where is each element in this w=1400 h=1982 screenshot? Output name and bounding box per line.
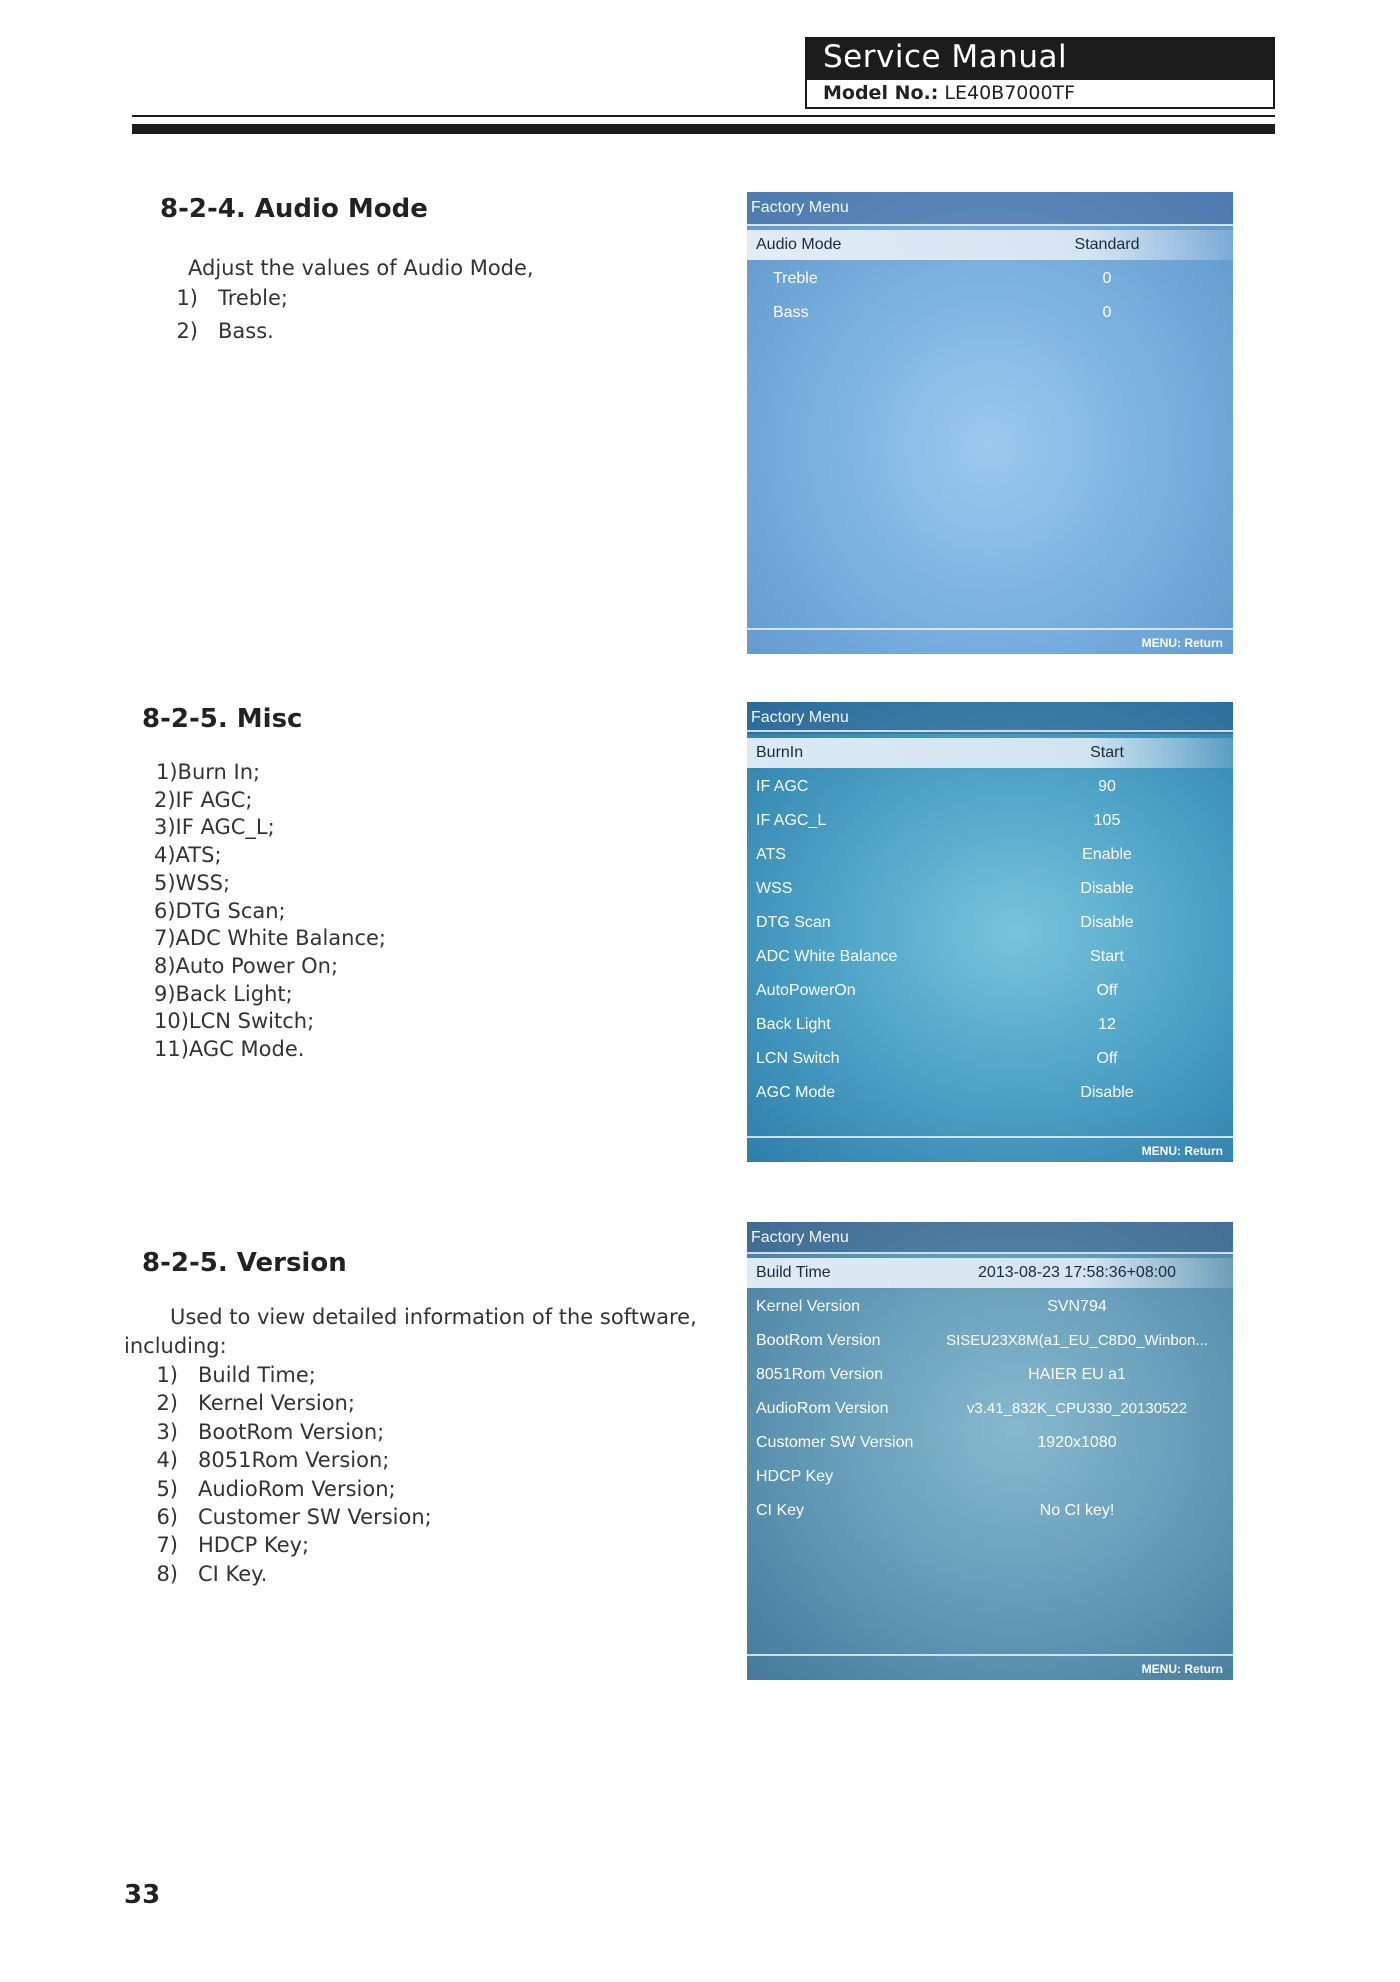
menu-row-ci-key[interactable] [747, 1496, 1233, 1526]
audio-mode-intro: Adjust the values of Audio Mode, [188, 256, 534, 280]
menu-row-value: 0 [1102, 270, 1112, 287]
menu-row-dtg-scan[interactable] [747, 908, 1233, 938]
menu-divider [747, 1654, 1233, 1656]
menu-row-label: Customer SW Version [756, 1434, 914, 1451]
menu-row-value: Off [1096, 982, 1118, 999]
misc-heading: 8-2-5. Misc [142, 704, 303, 734]
list-item: 8)Auto Power On; [154, 953, 339, 978]
menu-title: Factory Menu [747, 702, 1233, 734]
menu-row-value: HAIER EU a1 [1028, 1366, 1126, 1383]
menu-row-label: HDCP Key [756, 1468, 834, 1485]
menu-row-value: 1920x1080 [1037, 1434, 1117, 1451]
menu-divider [747, 1136, 1233, 1138]
menu-row-autopoweron[interactable] [747, 976, 1233, 1006]
misc-factory-menu [747, 702, 1233, 1162]
header-rule-thick [132, 124, 1275, 134]
list-item: 3)IF AGC_L; [154, 815, 275, 840]
menu-row-lcn-switch[interactable] [747, 1044, 1233, 1074]
list-item: 2) Bass. [176, 319, 274, 343]
list-item: 6)DTG Scan; [154, 898, 286, 923]
menu-row-audiorom-version[interactable] [747, 1394, 1233, 1424]
version-heading: 8-2-5. Version [142, 1248, 347, 1278]
menu-row-bass[interactable] [747, 298, 1233, 328]
menu-row-label: Back Light [756, 1016, 831, 1033]
menu-row-label: AudioRom Version [756, 1400, 889, 1417]
menu-row-label: Bass [773, 304, 809, 321]
list-item: 3) BootRom Version; [156, 1419, 385, 1444]
version-intro-line2: including: [124, 1334, 227, 1358]
menu-title: Factory Menu [747, 1222, 1233, 1254]
menu-row-label: IF AGC [756, 778, 809, 795]
version-intro-line1: Used to view detailed information of the software, [170, 1305, 697, 1329]
version-factory-menu [747, 1222, 1233, 1680]
model-number [805, 78, 1275, 109]
menu-row-customer-sw-version[interactable] [747, 1428, 1233, 1458]
menu-row-audio-mode[interactable] [747, 230, 1233, 260]
list-item: 6) Customer SW Version; [156, 1505, 432, 1530]
list-item: 5)WSS; [154, 870, 231, 895]
menu-row-bootrom-version[interactable] [747, 1326, 1233, 1356]
menu-row-adc-white-balance[interactable] [747, 942, 1233, 972]
menu-row-kernel-version[interactable] [747, 1292, 1233, 1322]
menu-row-label: BootRom Version [756, 1332, 881, 1349]
menu-divider [747, 628, 1233, 630]
menu-title: Factory Menu [747, 192, 1233, 224]
menu-row-hdcp-key[interactable] [747, 1462, 1233, 1492]
menu-row-value: Disable [1080, 880, 1134, 897]
list-item: 8) CI Key. [156, 1561, 268, 1586]
menu-divider [747, 1252, 1233, 1254]
menu-row-label: ATS [756, 846, 786, 863]
menu-row-value: 2013-08-23 17:58:36+08:00 [978, 1264, 1176, 1281]
list-item: 1) Build Time; [156, 1363, 316, 1387]
manual-title: Service Manual [805, 37, 1275, 78]
audio-mode-factory-menu [747, 192, 1233, 654]
menu-row-value: SISEU23X8M(a1_EU_C8D0_Winbon... [946, 1332, 1208, 1349]
menu-row-label: Build Time [756, 1264, 831, 1281]
menu-row-value: 90 [1098, 778, 1116, 795]
list-item: 2)IF AGC; [154, 787, 253, 812]
list-item: 7) HDCP Key; [156, 1533, 310, 1558]
menu-row-label: IF AGC_L [756, 812, 827, 829]
menu-row-value: Start [1090, 948, 1124, 965]
menu-row-value: No CI key! [1039, 1502, 1115, 1519]
menu-return-hint: MENU: Return [1141, 1144, 1223, 1158]
menu-row-value: SVN794 [1047, 1298, 1107, 1315]
list-item: 5) AudioRom Version; [156, 1476, 396, 1501]
menu-row-label: LCN Switch [756, 1050, 840, 1067]
misc-list [154, 759, 386, 1064]
menu-row-label: BurnIn [756, 744, 804, 761]
list-item: 7)ADC White Balance; [154, 926, 386, 951]
menu-row-value: Enable [1082, 846, 1132, 863]
model-label: Model No.: [823, 82, 939, 104]
menu-row-value: Disable [1080, 1084, 1134, 1101]
list-item: 9)Back Light; [154, 981, 293, 1006]
menu-row-treble[interactable] [747, 264, 1233, 294]
list-item: 1) Treble; [176, 286, 288, 310]
menu-divider [747, 730, 1233, 732]
menu-row-label: Kernel Version [756, 1298, 861, 1315]
menu-row-build-time[interactable] [747, 1258, 1233, 1288]
menu-row-value: v3.41_832K_CPU330_20130522 [966, 1400, 1188, 1417]
menu-row-agc-mode[interactable] [747, 1078, 1233, 1108]
list-item: 11)AGC Mode. [154, 1037, 305, 1062]
audio-mode-heading: 8-2-4. Audio Mode [160, 194, 428, 224]
menu-row-value: 0 [1102, 304, 1112, 321]
menu-row-value: 12 [1098, 1016, 1116, 1033]
list-item: 10)LCN Switch; [154, 1009, 315, 1034]
menu-row-wss[interactable] [747, 874, 1233, 904]
menu-row-back-light[interactable] [747, 1010, 1233, 1040]
menu-row-label: 8051Rom Version [756, 1366, 884, 1383]
menu-row-label: WSS [756, 880, 793, 897]
menu-divider [747, 224, 1233, 226]
menu-row-label: CI Key [756, 1502, 805, 1519]
header-rule-thin [132, 115, 1275, 117]
version-list [134, 1361, 432, 1588]
menu-row-burnin[interactable] [747, 738, 1233, 768]
page-number: 33 [124, 1880, 161, 1910]
menu-row-label: AutoPowerOn [756, 982, 856, 999]
menu-row-value: 105 [1093, 812, 1121, 829]
menu-row-label: AGC Mode [756, 1084, 836, 1101]
menu-row-value: Off [1096, 1050, 1118, 1067]
model-value: LE40B7000TF [944, 82, 1076, 104]
menu-row-if-agc-l[interactable] [747, 806, 1233, 836]
menu-row-label: Treble [773, 270, 818, 287]
menu-return-hint: MENU: Return [1141, 1662, 1223, 1676]
menu-row-value: Standard [1074, 236, 1140, 253]
menu-row-if-agc[interactable] [747, 772, 1233, 802]
list-item: 4) 8051Rom Version; [156, 1448, 390, 1473]
menu-row-8051rom-version[interactable] [747, 1360, 1233, 1390]
list-item: 1)Burn In; [156, 760, 261, 784]
menu-row-value: Start [1090, 744, 1124, 761]
menu-row-ats[interactable] [747, 840, 1233, 870]
menu-row-label: Audio Mode [756, 236, 842, 253]
audio-mode-list [154, 286, 288, 352]
menu-row-label: DTG Scan [756, 914, 831, 931]
list-item: 2) Kernel Version; [156, 1391, 355, 1416]
menu-return-hint: MENU: Return [1141, 636, 1223, 650]
list-item: 4)ATS; [154, 843, 222, 868]
menu-row-label: ADC White Balance [756, 948, 898, 965]
menu-row-value: Disable [1080, 914, 1134, 931]
